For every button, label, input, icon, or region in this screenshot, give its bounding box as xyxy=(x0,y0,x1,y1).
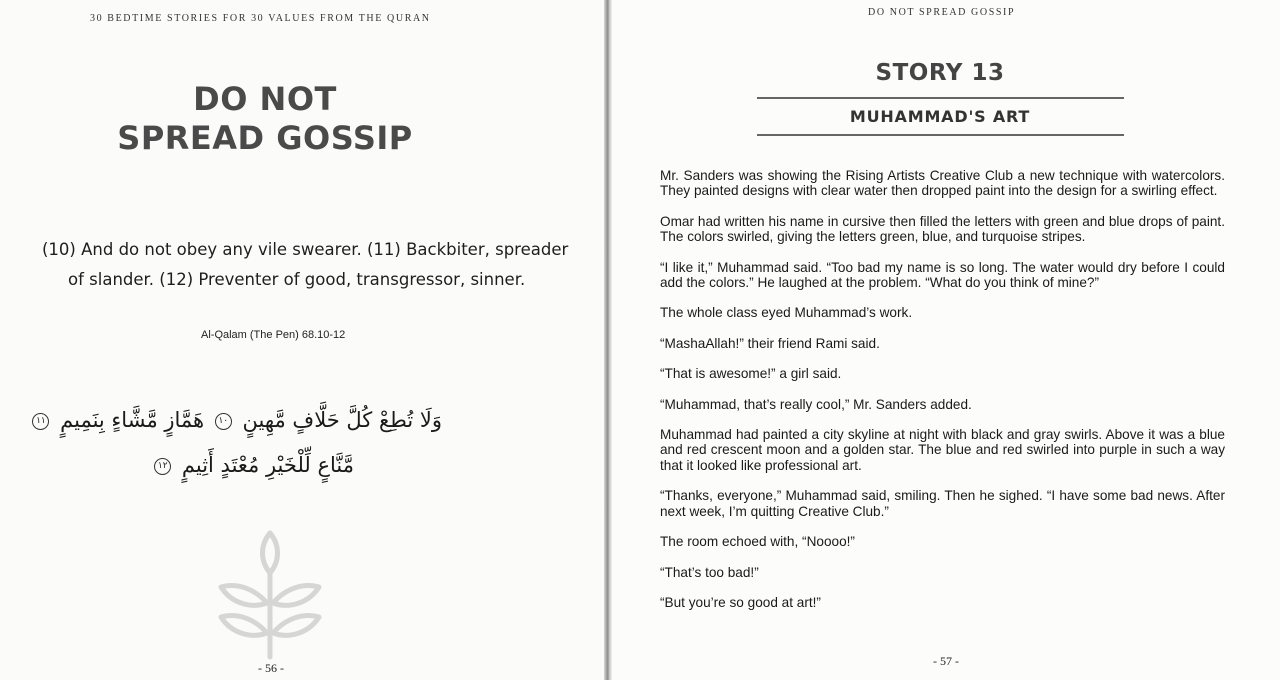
verse-citation: Al-Qalam (The Pen) 68.10-12 xyxy=(201,329,346,341)
story-paragraph: The room echoed with, “Noooo!” xyxy=(660,534,855,550)
story-paragraph: “That’s too bad!” xyxy=(660,564,759,580)
story-body xyxy=(660,168,1225,625)
verse-translation-line-1: (10) And do not obey any vile swearer. (11) Backbiter, spreader xyxy=(42,240,569,259)
story-paragraph: Mr. Sanders was showing the Rising Artists Creative Club a new technique with watercolors. They painted designs with clear water then dropped paint into the design for a swirling effect. xyxy=(660,168,1225,199)
book-gutter xyxy=(604,0,612,680)
arabic-verse-11: هَمَّازٍ مَّشَّاءٍ بِنَمِيمٍ xyxy=(60,408,205,432)
story-paragraph: “That is awesome!” a girl said. xyxy=(660,366,842,382)
arabic-verse-12: مَّنَّاعٍ لِّلْخَيْرِ مُعْتَدٍ أَثِيمٍ xyxy=(181,453,354,477)
story-paragraph: “MashaAllah!” their friend Rami said. xyxy=(660,335,880,351)
story-paragraph: “I like it,” Muhammad said. “Too bad my name is so long. The water would dry before I could add the colors.” He laughed at the problem. “What do you think of mine?” xyxy=(660,259,1225,291)
page-number: - 57 - xyxy=(933,654,959,668)
story-paragraph: The whole class eyed Muhammad’s work. xyxy=(660,305,913,321)
left-page xyxy=(0,0,604,680)
running-head: 30 BEDTIME STORIES FOR 30 VALUES FROM THE QURAN xyxy=(90,13,431,24)
running-head: DO NOT SPREAD GOSSIP xyxy=(868,7,1016,18)
story-number: STORY 13 xyxy=(875,60,1005,86)
ayah-marker-11: ١١ xyxy=(32,413,49,430)
arabic-verse-line-2 xyxy=(150,453,354,477)
story-paragraph: “Muhammad, that’s really cool,” Mr. Sanders added. xyxy=(660,396,972,412)
story-paragraph: Muhammad had painted a city skyline at night with black and gray swirls. Above it was a blue and red crescent moon and a golden star. The blue and red swirled into purple in such a way that it looked like professional art. xyxy=(660,427,1225,473)
chapter-title-line-2: SPREAD GOSSIP xyxy=(117,119,413,157)
story-paragraph: “But you’re so good at art!” xyxy=(660,594,821,610)
arabic-verse-10: وَلَا تُطِعْ كُلَّ حَلَّافٍ مَّهِينٍ xyxy=(242,408,442,432)
title-rule-top xyxy=(757,97,1124,99)
title-rule-bottom xyxy=(757,134,1124,136)
ayah-marker-12: ١٢ xyxy=(154,458,171,475)
chapter-title-line-1: DO NOT xyxy=(193,80,337,118)
right-page xyxy=(612,0,1280,680)
verse-translation-line-2: of slander. (12) Preventer of good, transgressor, sinner. xyxy=(68,270,526,289)
arabic-verse-line-1 xyxy=(28,408,442,432)
story-paragraph: Omar had written his name in cursive then filled the letters with green and blue drops of paint. The colors swirled, giving the letters green, blue, and turquoise stripes. xyxy=(660,213,1225,245)
page-number: - 56 - xyxy=(258,661,284,675)
story-paragraph: “Thanks, everyone,” Muhammad said, smiling. Then he sighed. “I have some bad news. After next week, I’m quitting Creative Club.” xyxy=(660,488,1225,519)
ayah-marker-10: ١٠ xyxy=(215,413,232,430)
story-title: MUHAMMAD'S ART xyxy=(849,107,1031,126)
leaf-ornament-icon xyxy=(215,525,325,660)
